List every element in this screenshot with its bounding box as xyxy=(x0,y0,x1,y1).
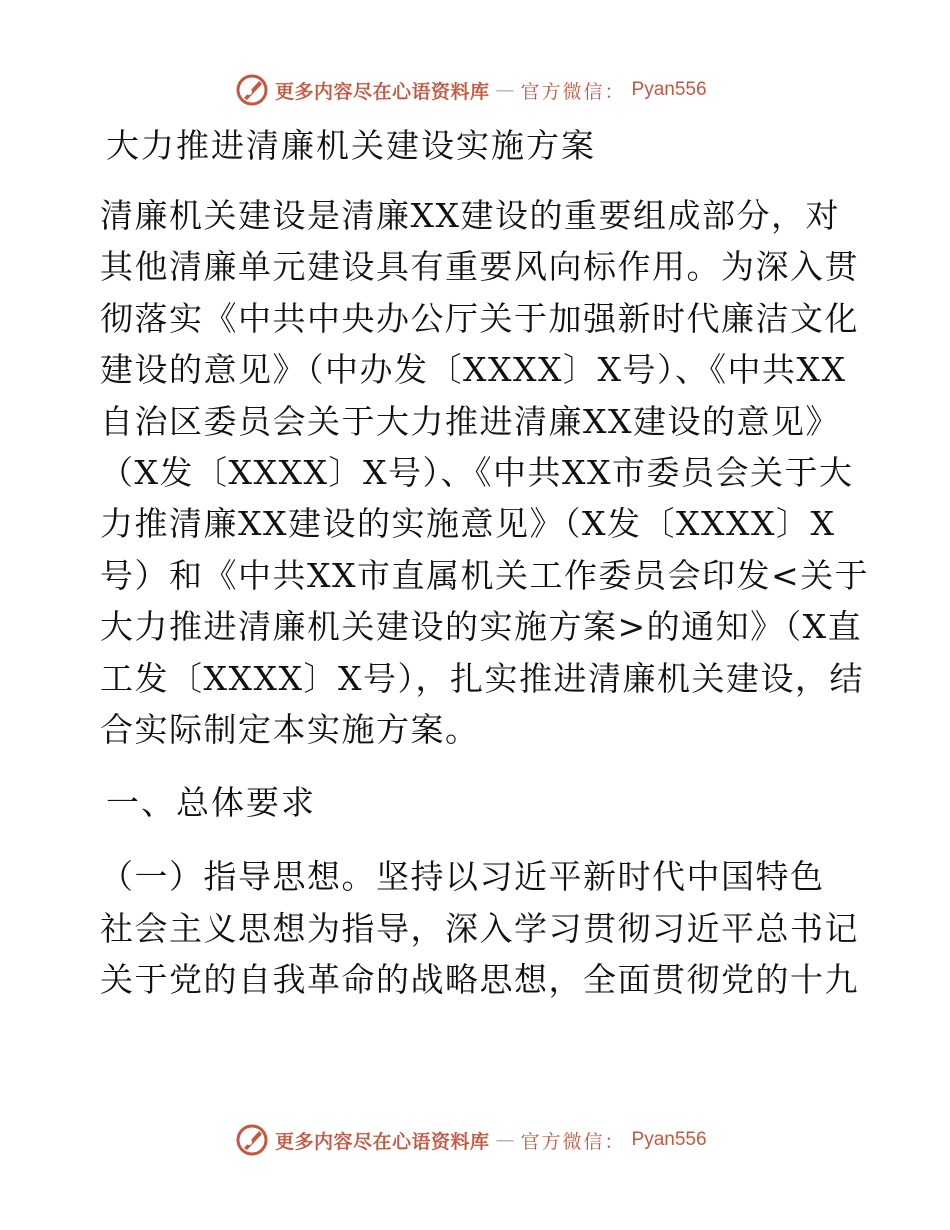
text-line: 社会主义思想为指导，深入学习贯彻习近平总书记 xyxy=(100,908,859,948)
watermark-text: 更多内容尽在心语资料库 xyxy=(275,80,490,103)
watermark-text: 更多内容尽在心语资料库 xyxy=(275,1130,490,1153)
section-heading: 一、总体要求 xyxy=(106,783,316,823)
paragraph-intro xyxy=(100,190,870,755)
watermark-wechat-id: Pyan556 xyxy=(631,79,707,100)
paragraph-guiding-thought xyxy=(100,851,860,1005)
text-line: 大力推进清廉机关建设的实施方案>的通知》（X直 xyxy=(100,607,863,647)
header-watermark xyxy=(235,70,707,110)
quill-seal-icon xyxy=(235,73,269,107)
text-line: 号）和《中共XX市直属机关工作委员会印发<关于 xyxy=(100,555,870,595)
watermark-label: 官方微信： xyxy=(520,1130,626,1153)
text-line: 合实际制定本实施方案。 xyxy=(100,709,480,749)
text-line: 建设的意见》（中办发〔XXXX〕X号）、《中共XX xyxy=(100,350,847,390)
text-line: 关于党的自我革命的战略思想，全面贯彻党的十九 xyxy=(100,960,859,1000)
quill-seal-icon xyxy=(235,1123,269,1157)
text-line: 工发〔XXXX〕X号），扎实推进清廉机关建设，结 xyxy=(100,658,864,698)
text-line: 自治区委员会关于大力推进清廉XX建设的意见》 xyxy=(100,401,840,441)
watermark-label: 官方微信： xyxy=(520,80,626,103)
footer-watermark xyxy=(235,1120,707,1160)
text-line: 其他清廉单元建设具有重要风向标作用。为深入贯 xyxy=(100,247,859,287)
watermark-separator: — xyxy=(495,79,515,101)
watermark-separator: — xyxy=(495,1129,515,1151)
text-line: （一）指导思想。坚持以习近平新时代中国特色 xyxy=(100,857,825,897)
document-title: 大力推进清廉机关建设实施方案 xyxy=(106,126,596,165)
watermark-wechat-id: Pyan556 xyxy=(631,1129,707,1150)
document-body xyxy=(100,120,870,1005)
text-line: （X发〔XXXX〕X号）、《中共XX市委员会关于大 xyxy=(100,452,854,492)
text-line: 力推清廉XX建设的实施意见》（X发〔XXXX〕X xyxy=(100,504,836,544)
text-line: 清廉机关建设是清廉XX建设的重要组成部分，对 xyxy=(100,196,840,235)
text-line: 彻落实《中共中央办公厅关于加强新时代廉洁文化 xyxy=(100,298,859,338)
